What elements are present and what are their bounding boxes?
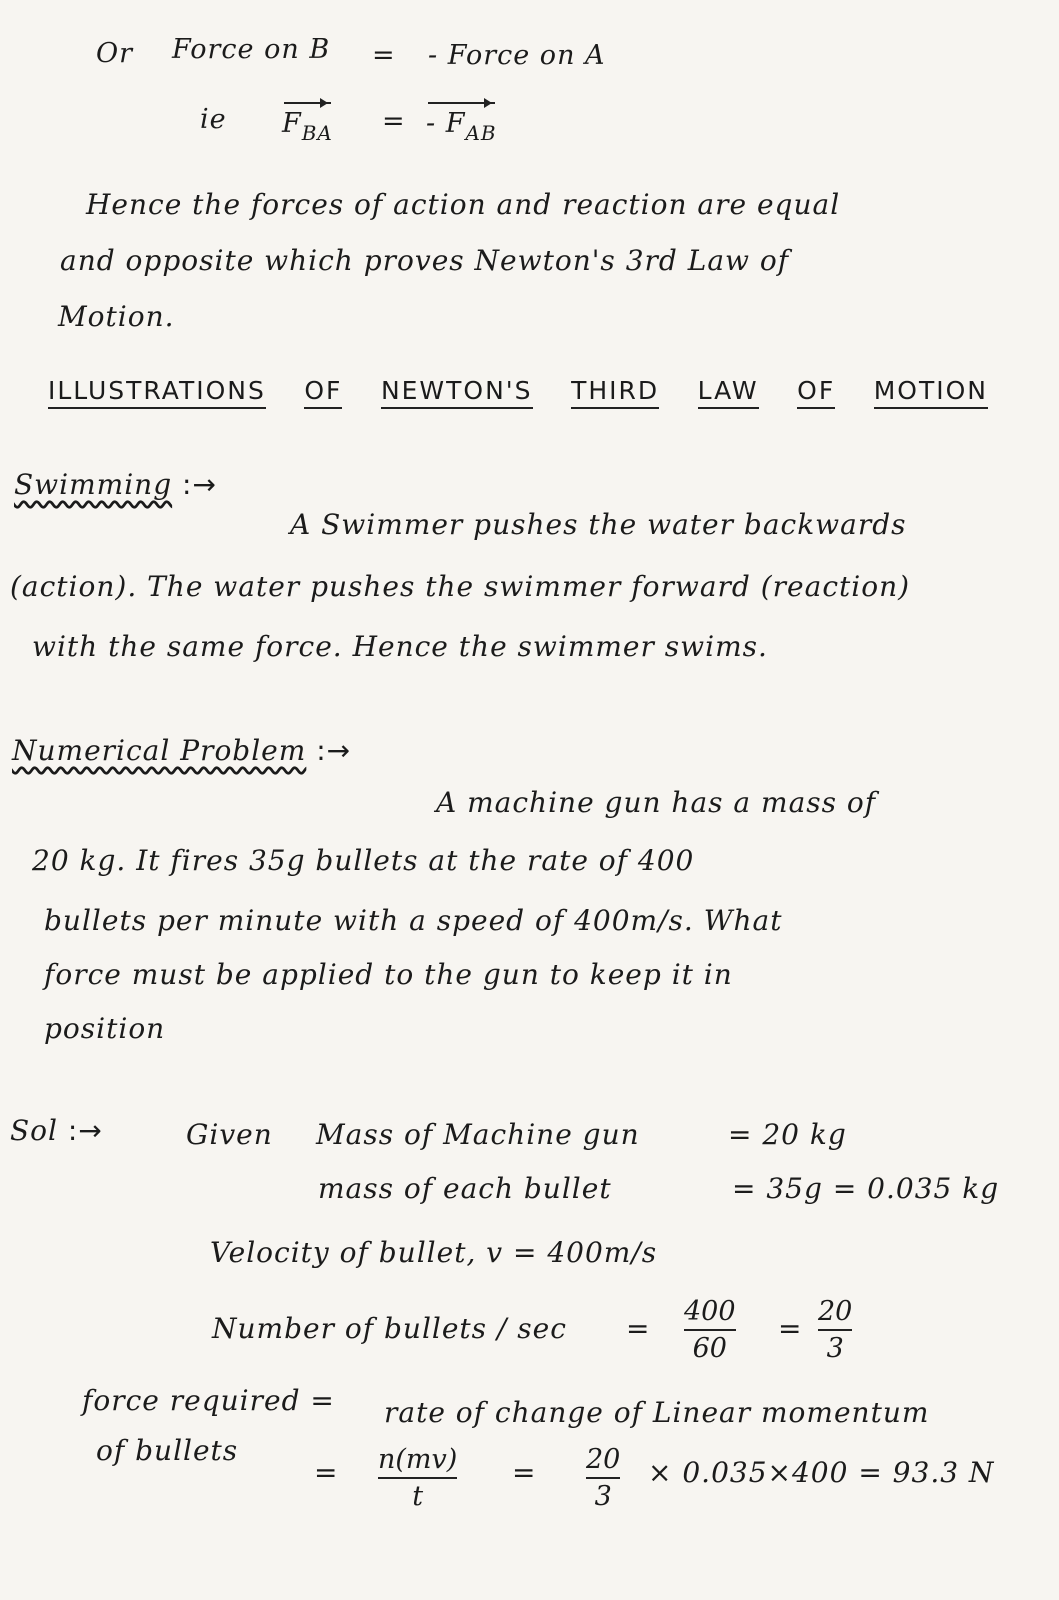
mass-gun-label: Mass of Machine gun xyxy=(316,1118,640,1151)
vector-arrow: - $F_{AB}$ xyxy=(426,108,497,145)
swimming-line1: A Swimmer pushes the water backwards xyxy=(290,508,907,541)
numerical-line3: bullets per minute with a speed of 400m/s. What xyxy=(44,904,783,937)
equals-sign-3: = xyxy=(626,1312,651,1345)
para1-line1: Hence the forces of action and reaction are equal xyxy=(86,188,841,221)
mass-bullet-label: mass of each bullet xyxy=(318,1172,612,1205)
numerical-line2: 20 kg. It fires 35g bullets at the rate of 400 xyxy=(32,844,695,877)
equals-sign-4: = xyxy=(778,1312,803,1345)
ie-word: ie xyxy=(200,104,227,135)
vector-f-ba xyxy=(282,108,333,145)
fraction-20-3-b: 20 3 xyxy=(586,1444,621,1512)
vector-arrow: $F_{BA}$ xyxy=(282,108,333,145)
heading-word: NEWTON'S xyxy=(381,376,533,409)
heading-word: THIRD xyxy=(571,376,659,409)
numerical-label: Numerical Problem :→ xyxy=(12,734,352,767)
vector-f-ab xyxy=(426,108,497,145)
heading-word: ILLUSTRATIONS xyxy=(48,376,266,409)
arrow-icon: :→ xyxy=(67,1114,103,1147)
given-word: Given xyxy=(186,1118,273,1151)
para1-line2: and opposite which proves Newton's 3rd Law of xyxy=(60,244,790,277)
heading-word: LAW xyxy=(698,376,759,409)
number-label: Number of bullets / sec xyxy=(212,1312,567,1345)
fraction-nmv-t: n(mv) t xyxy=(378,1444,458,1512)
force-rhs: rate of change of Linear momentum xyxy=(384,1396,930,1429)
equals-sign-6: = xyxy=(512,1456,537,1489)
section-heading xyxy=(48,376,988,409)
heading-word: MOTION xyxy=(874,376,988,409)
mass-gun-value: = 20 kg xyxy=(728,1118,847,1151)
swimming-line3: with the same force. Hence the swimmer swims. xyxy=(32,630,768,663)
numerical-line5: position xyxy=(44,1012,166,1045)
force-on-b: Force on B xyxy=(172,34,331,65)
mass-bullet-value: = 35g = 0.035 kg xyxy=(732,1172,1000,1205)
fraction-400-60: 400 60 xyxy=(684,1296,736,1364)
of-bullets-label: of bullets xyxy=(96,1434,239,1467)
solution-label: Sol :→ xyxy=(10,1114,103,1147)
heading-word: OF xyxy=(797,376,835,409)
swimming-label: Swimming :→ xyxy=(14,468,217,501)
equals-sign: = xyxy=(372,40,396,71)
force-required-label: force required = xyxy=(82,1384,335,1417)
force-on-a: - Force on A xyxy=(428,40,606,71)
arrow-icon: :→ xyxy=(316,734,352,767)
swimming-line2: (action). The water pushes the swimmer forward (reaction) xyxy=(10,570,911,603)
or-word: Or xyxy=(96,38,134,69)
arrow-icon: :→ xyxy=(182,468,217,501)
equals-sign-2: = xyxy=(382,106,406,137)
velocity-line: Velocity of bullet, v = 400m/s xyxy=(210,1236,658,1269)
equals-sign-5: = xyxy=(314,1456,339,1489)
result-line: × 0.035×400 = 93.3 N xyxy=(648,1456,995,1489)
numerical-line1: A machine gun has a mass of xyxy=(436,786,877,819)
heading-word: OF xyxy=(304,376,342,409)
fraction-20-3: 20 3 xyxy=(818,1296,853,1364)
para1-line3: Motion. xyxy=(58,300,175,333)
numerical-line4: force must be applied to the gun to keep it in xyxy=(44,958,733,991)
